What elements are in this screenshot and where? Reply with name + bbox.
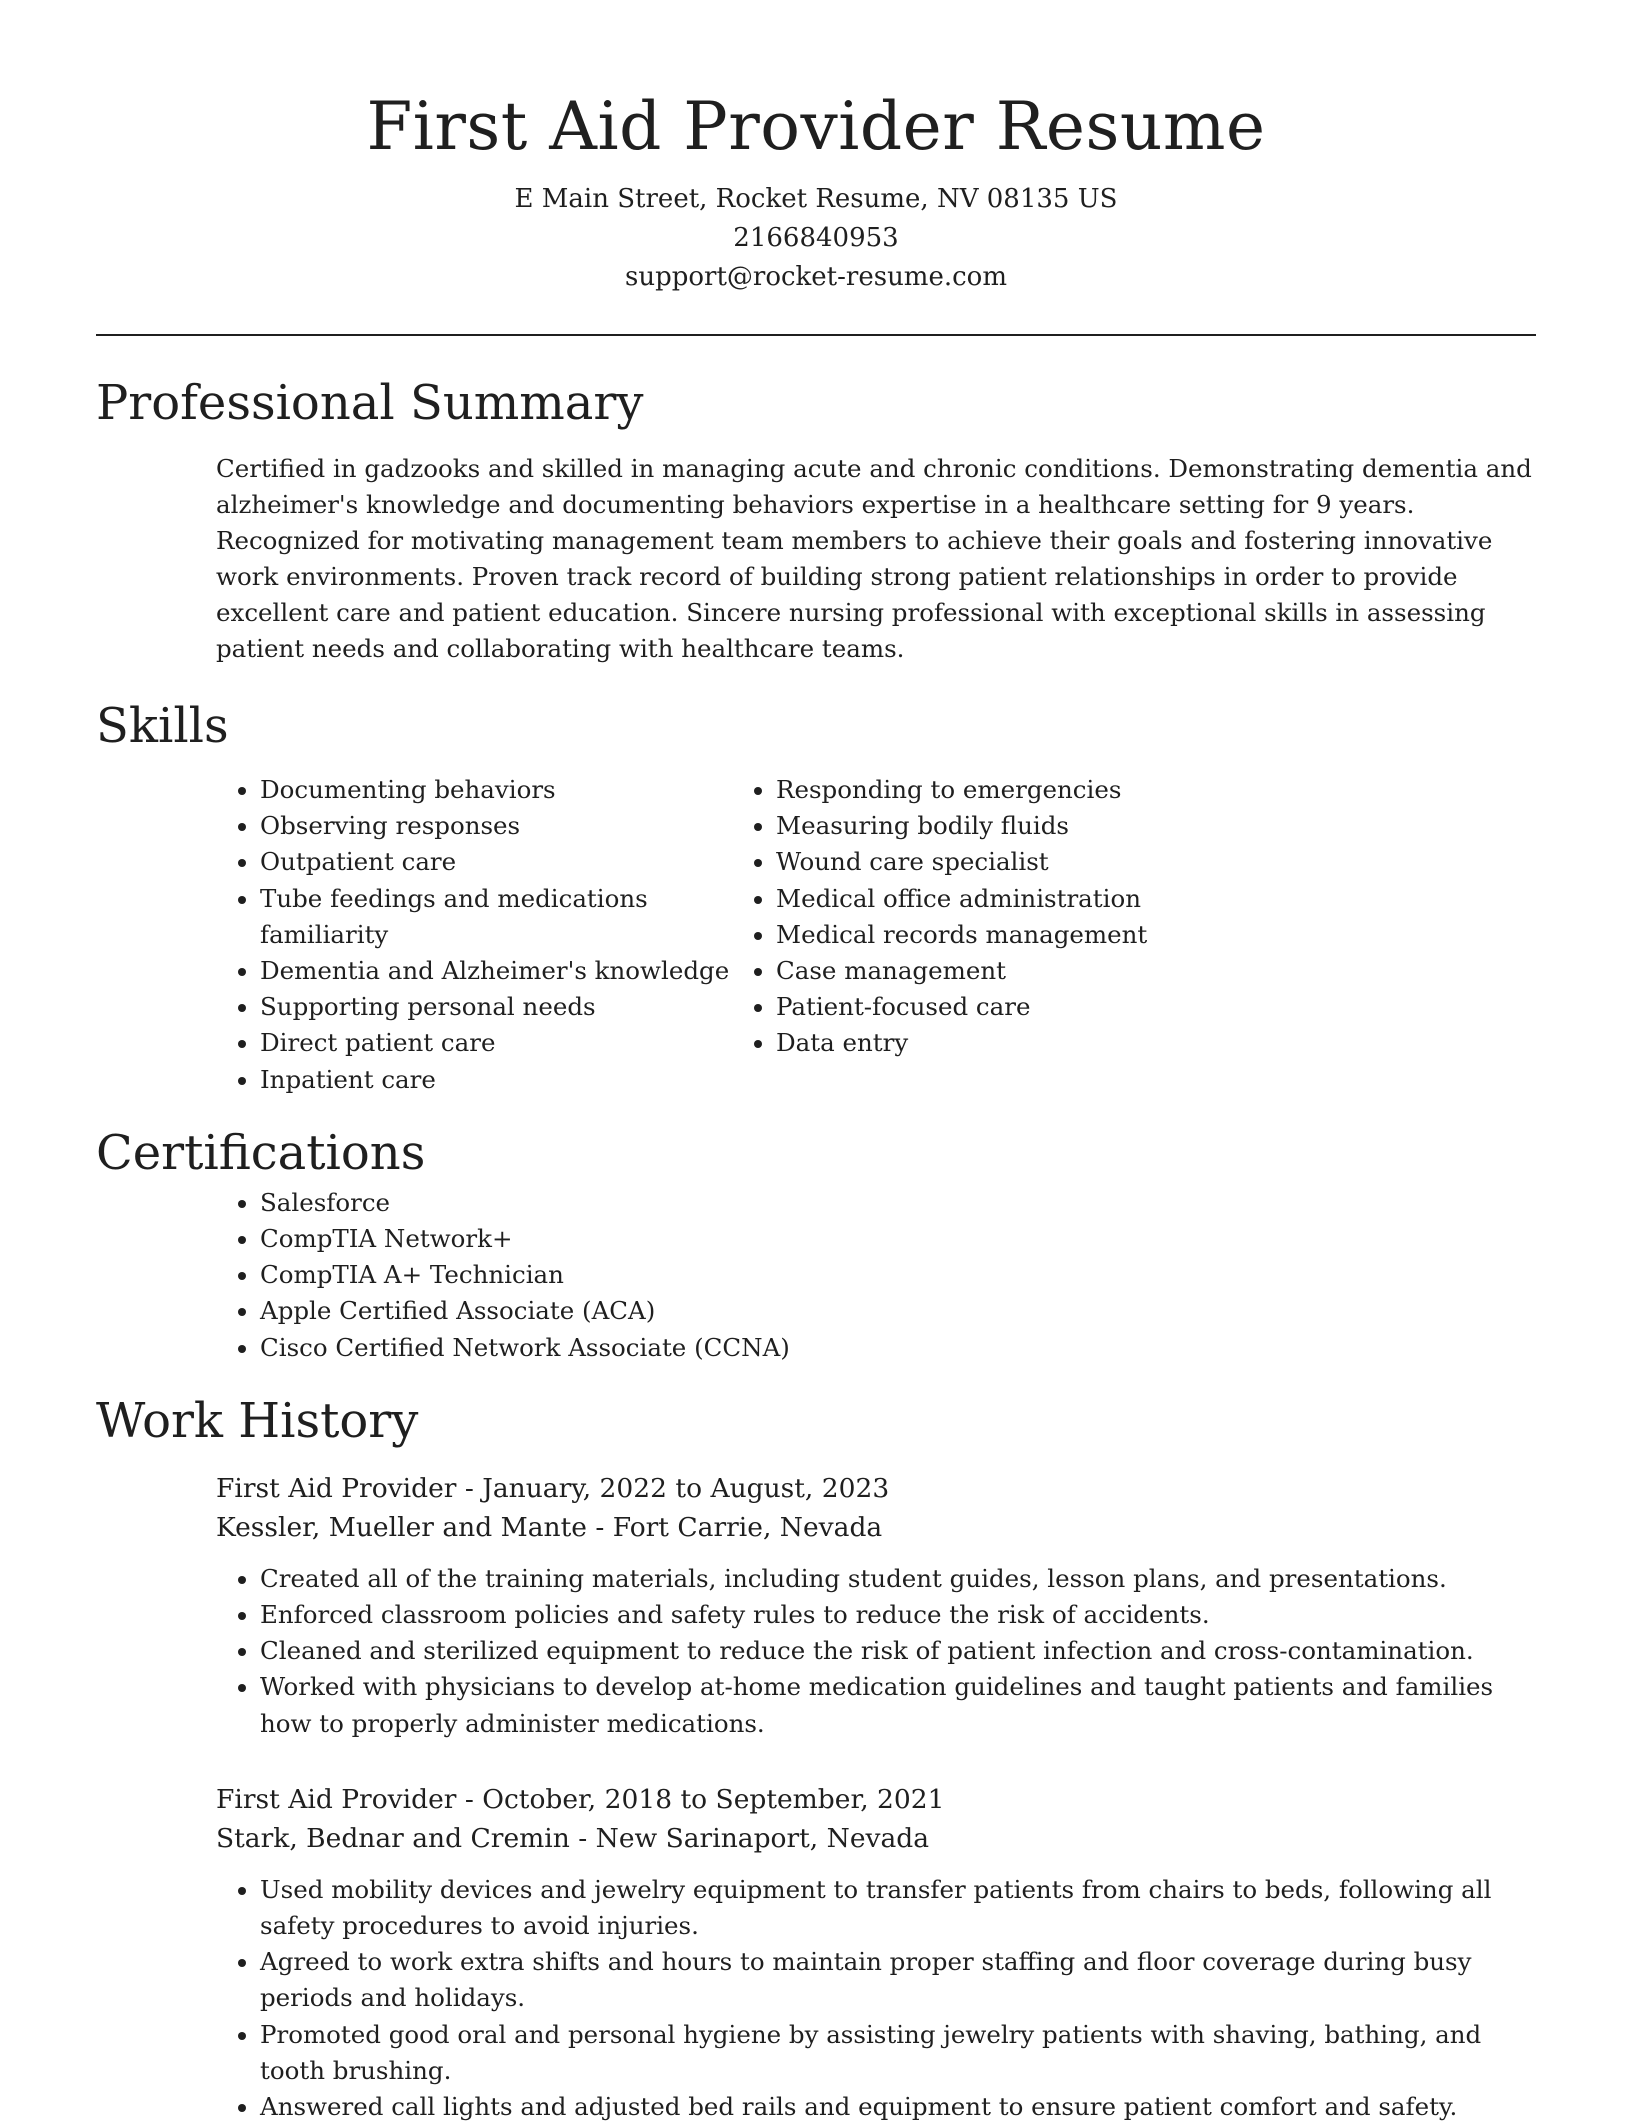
skills-columns [96,772,1536,1098]
job-duties-list [216,1561,1536,1742]
job-title: First Aid Provider [216,1783,457,1815]
job-separator: - [456,1783,483,1815]
contact-email: support@rocket-resume.com [624,262,1007,292]
job-separator: - [456,1472,483,1504]
skill-item: • Patient-focused care [776,989,1346,1025]
work-history-heading: Work History [96,1392,419,1449]
job-separator: - [586,1511,613,1543]
skill-item: • Inpatient care [260,1062,746,1098]
work-history-section [96,1389,1536,2125]
job-title: First Aid Provider [216,1472,457,1504]
certification-item: • Cisco Certified Network Associate (CCNA) [260,1330,1536,1366]
skill-item: • Documenting behaviors [260,772,746,808]
job-company: Stark, Bednar and Cremin [216,1822,570,1854]
skill-item: • Data entry [776,1025,1346,1061]
skill-item: • Wound care specialist [776,844,1346,880]
header-divider [96,334,1536,336]
job-dates: October, 2018 to September, 2021 [482,1783,945,1815]
summary-text: Certified in gadzooks and skilled in managing acute and chronic conditions. Demonstrating dementia and alzheimer's knowledge and documenting behaviors expertise in a healthcare setting for 9 years. Recognized for motivating management team members to achieve their goals and fostering innovative work environments. Proven track record of building strong patient relationships in order to provide excellent care and patient education. Sincere nursing professional with exceptional skills in assessing patient needs and collaborating with healthcare teams. [216,454,1532,663]
skills-list-right [746,772,1346,1098]
certification-item: • Salesforce [260,1185,1536,1221]
job-duty: • Created all of the training materials, including student guides, lesson plans, and presentations. [260,1561,1536,1597]
job-duty: • Enforced classroom policies and safety rules to reduce the risk of accidents. [260,1597,1536,1633]
skill-item: • Measuring bodily fluids [776,808,1346,844]
summary-section [96,371,1536,667]
skills-heading: Skills [96,698,229,754]
job-separator: - [569,1822,596,1854]
job-duty: • Cleaned and sterilized equipment to reduce the risk of patient infection and cross-contamination. [260,1633,1536,1669]
summary-heading: Professional Summary [96,375,644,431]
skill-item: • Tube feedings and medications familiarity [260,881,746,953]
job-location: Fort Carrie, Nevada [612,1511,883,1543]
job-location: New Sarinaport, Nevada [595,1822,930,1854]
skill-item: • Responding to emergencies [776,772,1346,808]
skills-section [96,694,1536,1098]
job-duty: • Answered call lights and adjusted bed rails and equipment to ensure patient comfort and safety. [260,2089,1536,2125]
resume-header [96,0,1536,297]
skill-item: • Medical office administration [776,881,1346,917]
skill-item: • Case management [776,953,1346,989]
job-company-line [216,1819,1536,1858]
job-entry [216,1780,1536,2125]
skill-item: • Direct patient care [260,1025,746,1061]
certification-item: • Apple Certified Associate (ACA) [260,1293,1536,1329]
certification-item: • CompTIA Network+ [260,1221,1536,1257]
certifications-list [96,1185,1536,1366]
contact-phone: 2166840953 [733,223,899,253]
skill-item: • Observing responses [260,808,746,844]
certifications-heading: Certifications [96,1124,426,1181]
job-duties-list [216,1872,1536,2125]
job-company-line [216,1508,1536,1547]
skill-item: • Supporting personal needs [260,989,746,1025]
skills-list-left [96,772,746,1098]
contact-address: E Main Street, Rocket Resume, NV 08135 US [514,184,1118,214]
job-duty: • Agreed to work extra shifts and hours to maintain proper staffing and floor coverage during busy periods and holidays. [260,1944,1536,2016]
job-company: Kessler, Mueller and Mante [216,1511,587,1543]
certifications-section [96,1121,1536,1366]
job-duty: • Worked with physicians to develop at-home medication guidelines and taught patients and families how to properly administer medications. [260,1669,1536,1741]
job-dates: January, 2022 to August, 2023 [482,1472,890,1504]
job-duty: • Promoted good oral and personal hygiene by assisting jewelry patients with shaving, bathing, and tooth brushing. [260,2017,1536,2089]
job-entry [216,1469,1536,1742]
job-duty: • Used mobility devices and jewelry equipment to transfer patients from chairs to beds, following all safety procedures to avoid injuries. [260,1872,1536,1944]
resume-title: First Aid Provider Resume [366,88,1266,165]
job-title-line [216,1469,1536,1508]
skill-item: • Dementia and Alzheimer's knowledge [260,953,746,989]
certification-item: • CompTIA A+ Technician [260,1257,1536,1293]
skill-item: • Medical records management [776,917,1346,953]
job-title-line [216,1780,1536,1819]
skill-item: • Outpatient care [260,844,746,880]
resume-page [96,0,1536,2125]
